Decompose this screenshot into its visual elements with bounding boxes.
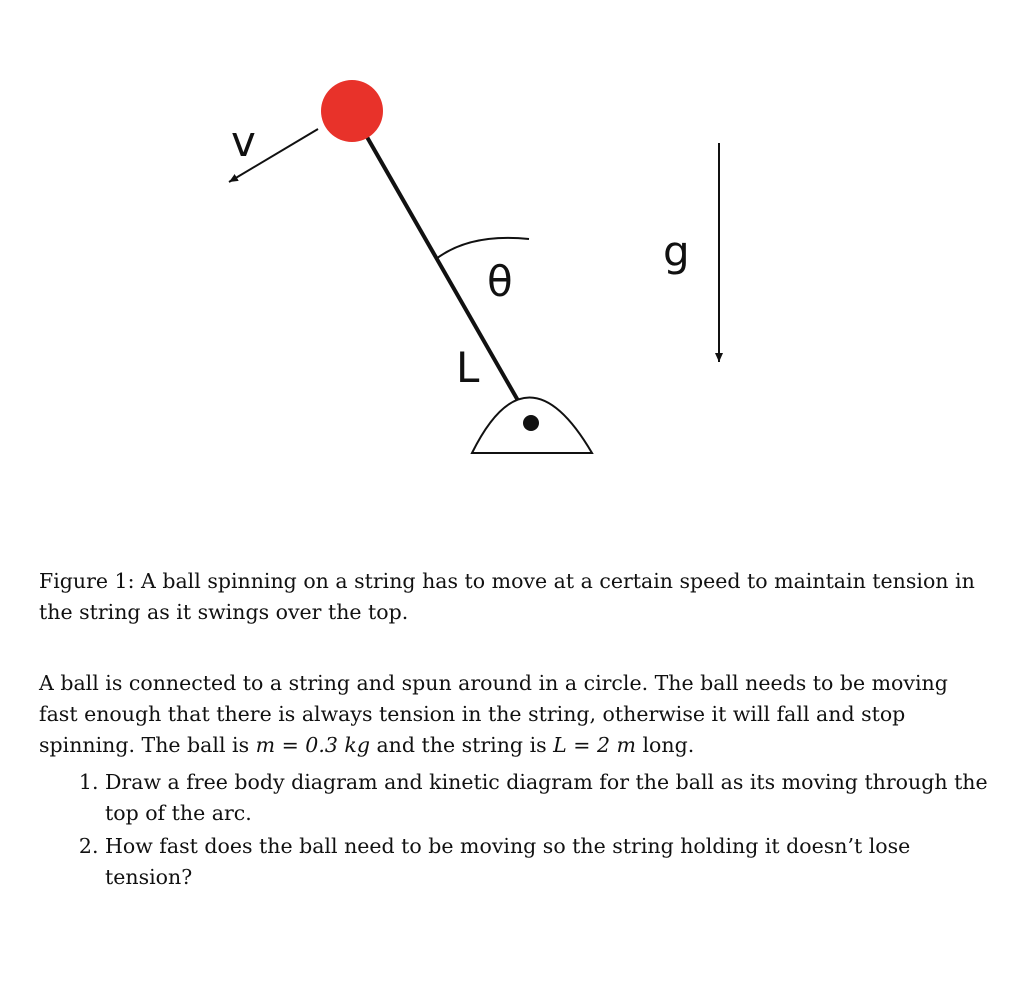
pivot-point xyxy=(523,415,539,431)
length-expression: L = 2 m xyxy=(553,733,636,757)
figure-caption: Figure 1: A ball spinning on a string has to move at a certain speed to maintain tension in the string as it swings over the top. xyxy=(39,569,975,624)
gravity-label: g xyxy=(663,227,690,276)
length-label: L xyxy=(456,343,480,392)
question-item: 2. How fast does the ball need to be moving so the string holding it doesn’t lose tension? xyxy=(105,831,989,893)
angle-arc xyxy=(436,238,529,259)
problem-statement xyxy=(39,668,989,895)
problem-text-before: A ball is connected to a string and spun around in a circle. The ball needs to be moving fast enough that there is always tension in the string, otherwise it will fall and stop spinning. The ball is xyxy=(39,671,948,757)
problem-paragraph xyxy=(39,668,989,761)
velocity-label: v xyxy=(231,117,256,166)
problem-text-after: long. xyxy=(635,733,695,757)
mass-expression: m = 0.3 kg xyxy=(255,733,370,757)
angle-label: θ xyxy=(487,257,513,306)
problem-text-middle: and the string is xyxy=(369,733,554,757)
ball xyxy=(321,80,383,142)
question-list xyxy=(39,767,989,893)
question-item: 1. Draw a free body diagram and kinetic diagram for the ball as its moving through the top of the arc. xyxy=(105,767,989,829)
